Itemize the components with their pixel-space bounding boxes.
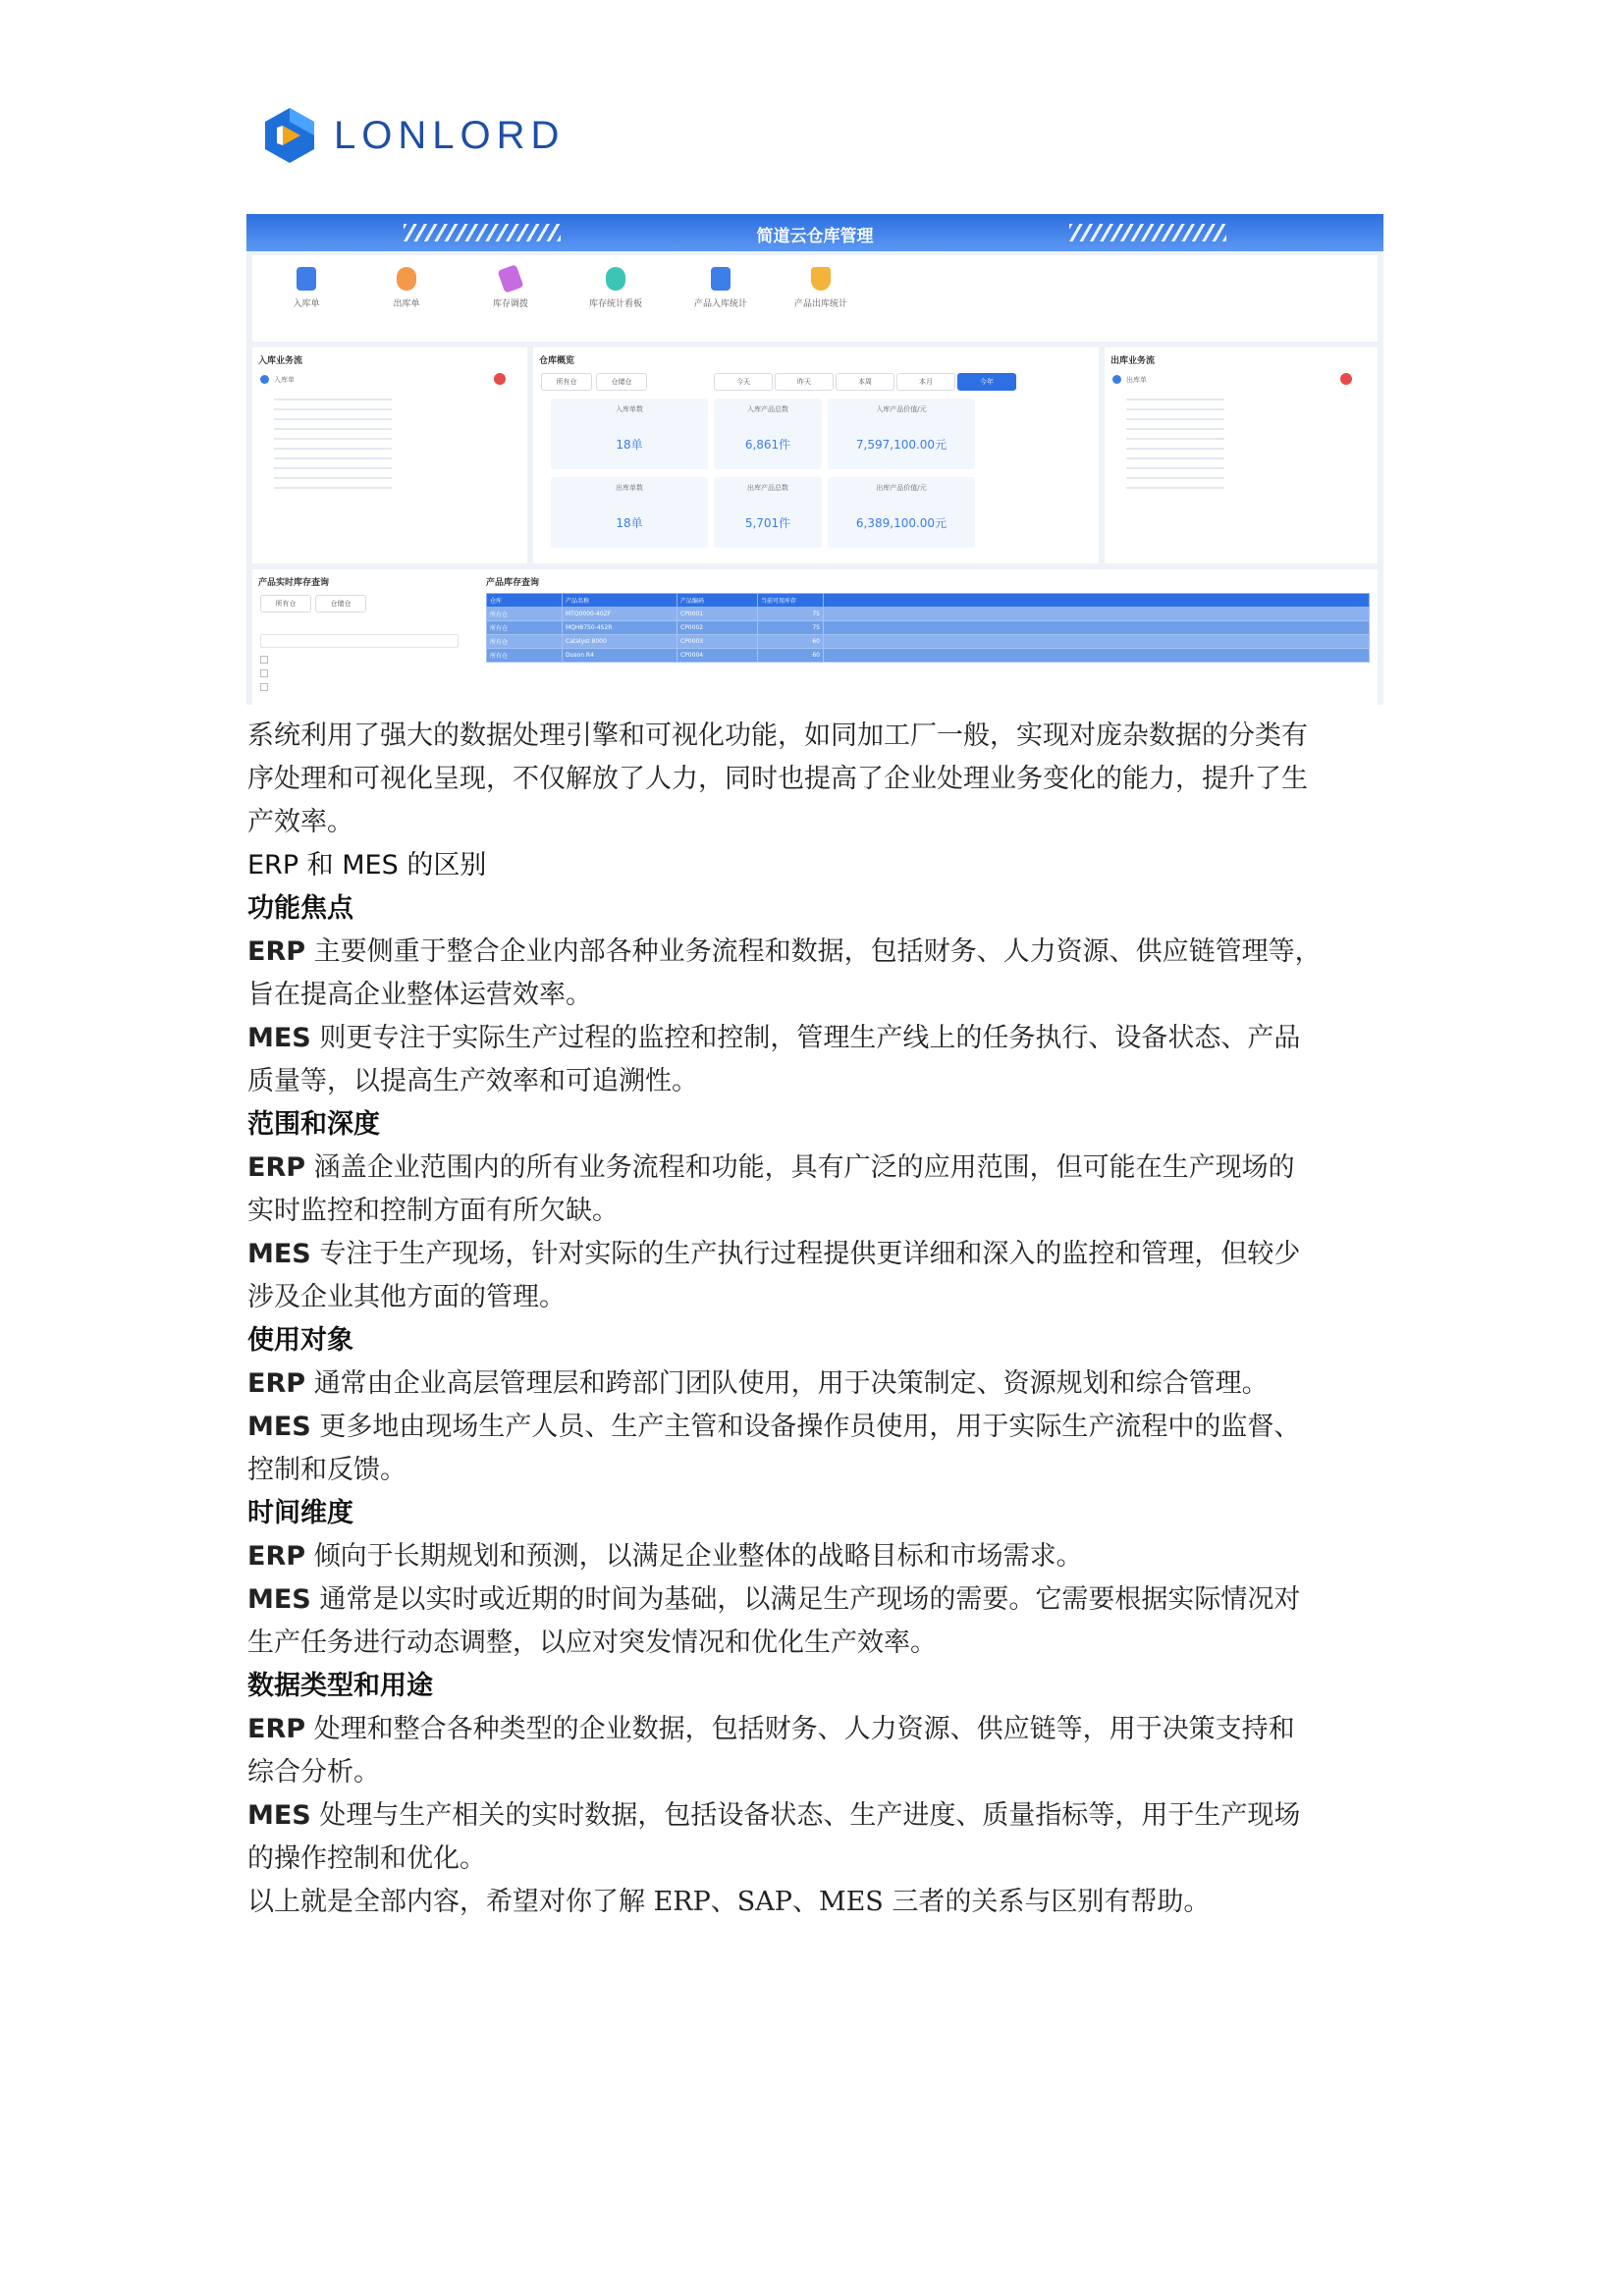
mes-data-line-2: 的操作控制和优化。 [247,1843,486,1874]
metric-value: 7,597,100.00元 [855,438,947,452]
table-cell: CP0001 [677,608,758,621]
table-cell: Catalyst 8000 [563,635,677,649]
stock-table [486,593,1370,663]
warehouse-app-screenshot [246,214,1383,705]
tab-this-week[interactable]: 本周 [836,373,894,391]
checkbox[interactable] [260,669,268,677]
table-cell: 所有仓 [487,635,563,649]
nav-item-inbound[interactable] [262,267,351,309]
heading-scope-depth: 范围和深度 [247,1109,380,1140]
table-cell-empty [824,649,1370,663]
mes-function-line-1 [247,1017,1386,1060]
lonlord-hexagon-icon [263,106,316,165]
line-text: 通常是以实时或近期的时间为基础，以满足生产现场的需要。它需要根据实际情况对 [319,1584,1301,1615]
tab-today[interactable]: 今天 [714,373,773,391]
line-text: 则更专注于实际生产过程的监控和控制，管理生产线上的任务执行、设备状态、产品 [319,1023,1301,1053]
mes-label: MES [247,1412,311,1442]
mes-label: MES [247,1584,311,1615]
panel-title: 产品库存查询 [486,578,540,588]
mes-label: MES [247,1800,311,1831]
dashboard-icon [606,267,625,291]
metric-value: 5,701件 [744,516,791,530]
line-text: 涵盖企业范围内的所有业务流程和功能，具有广泛的应用范围，但可能在生产现场的 [313,1152,1295,1183]
metric-card [551,477,708,548]
nav-item-label: 产品出库统计 [793,299,847,309]
metric-card [828,477,975,548]
outbound-record-list [1126,391,1224,497]
section-title: ERP 和 MES 的区别 [247,850,487,881]
table-cell: CP0002 [677,621,758,635]
table-cell: 所有仓 [487,621,563,635]
metric-value: 18单 [616,438,643,452]
mes-scope-line-2: 涉及企业其他方面的管理。 [247,1282,566,1312]
metric-label: 入库产品价值/元 [876,405,927,413]
logo-wordmark: LONLORD [334,113,566,157]
column-header[interactable]: 产品名称 [563,594,677,608]
metric-label: 入库单数 [616,405,643,413]
tab-storage-warehouse[interactable]: 仓储仓 [315,595,366,613]
heading-function-focus: 功能焦点 [247,893,353,924]
heading-time-dimension: 时间维度 [247,1498,353,1528]
table-cell: Duson R4 [563,649,677,663]
erp-users-line-1 [247,1362,1386,1406]
nav-item-label: 库存调拨 [492,299,528,309]
panel-title: 入库业务流 [258,356,303,366]
nav-item-label: 产品入库统计 [693,299,747,309]
mes-scope-line-1 [247,1233,1386,1276]
table-cell: 60 [758,635,824,649]
nav-item-label: 库存统计看板 [588,299,642,309]
panel-title: 仓库概览 [539,356,575,366]
panel-title: 产品实时库存查询 [258,578,330,588]
line-text: 处理与生产相关的实时数据，包括设备状态、生产进度、质量指标等，用于生产现场 [319,1800,1301,1831]
table-row[interactable] [487,621,1370,635]
metric-label: 出库产品总数 [747,484,788,492]
mes-users-line-1 [247,1406,1386,1449]
table-cell: 75 [758,621,824,635]
chart-icon [711,267,731,291]
table-cell-empty [824,621,1370,635]
table-cell-empty [824,635,1370,649]
metric-value: 6,389,100.00元 [855,516,947,530]
tab-this-month[interactable]: 本月 [896,373,955,391]
product-search-input[interactable] [260,634,459,648]
app-title: 简道云仓库管理 [756,227,874,246]
table-row[interactable] [487,608,1370,621]
flow-type-label: 入库单 [274,376,295,384]
radio-icon[interactable] [1112,375,1121,384]
alert-badge-icon [1340,373,1352,385]
app-header [246,214,1383,251]
line-text: 主要侧重于整合企业内部各种业务流程和数据，包括财务、人力资源、供应链管理等， [313,936,1322,967]
flow-type-label: 出库单 [1126,376,1147,384]
metric-card [714,399,822,469]
metric-label: 出库单数 [616,484,643,492]
erp-function-line-2: 旨在提高企业整体运营效率。 [247,980,592,1010]
table-header-row [487,594,1370,608]
metric-label: 入库产品总数 [747,405,788,413]
intro-line-1: 系统利用了强大的数据处理引擎和可视化功能，如同加工厂一般，实现对庞杂数据的分类有 [247,721,1308,751]
table-cell: 75 [758,608,824,621]
table-cell: MTQ0000-40ZF [563,608,677,621]
nav-item-outbound-stats[interactable] [777,267,865,309]
transfer-icon [497,264,523,293]
inbound-record-list [274,391,392,497]
nav-item-outbound[interactable] [362,267,451,309]
line-text: 更多地由现场生产人员、生产主管和设备操作员使用，用于实际生产流程中的监督、 [319,1412,1301,1442]
metric-label: 出库产品价值/元 [876,484,927,492]
tab-all-warehouses[interactable]: 所有仓 [260,595,311,613]
line-text: 专注于生产现场，针对实际的生产执行过程提供更详细和深入的监控和管理，但较少 [319,1239,1301,1269]
erp-data-line-1 [247,1708,1386,1751]
intro-line-3: 产效率。 [247,807,353,837]
erp-time-line-1 [247,1535,1386,1578]
warehouse-overview-panel [533,347,1099,563]
column-header-empty [824,594,1370,608]
radio-icon[interactable] [260,375,269,384]
erp-scope-line-2: 实时监控和控制方面有所欠缺。 [247,1196,619,1226]
table-cell: 所有仓 [487,649,563,663]
metric-card [714,477,822,548]
nav-item-transfer[interactable] [466,267,555,309]
table-cell: CP0004 [677,649,758,663]
alert-badge-icon [494,373,506,385]
mes-function-line-2: 质量等，以提高生产效率和可追溯性。 [247,1066,698,1096]
table-cell: 所有仓 [487,608,563,621]
checkbox[interactable] [260,656,268,664]
table-cell-empty [824,608,1370,621]
panel-title: 出库业务流 [1110,356,1156,366]
inbound-flow-panel [252,347,527,563]
erp-label: ERP [247,1368,306,1399]
line-text: 倾向于长期规划和预测，以满足企业整体的战略目标和市场需求。 [313,1541,1083,1572]
outbound-flow-panel [1105,347,1378,563]
table-cell: 60 [758,649,824,663]
column-header[interactable]: 当前可用库存 [758,594,824,608]
heading-data-types: 数据类型和用途 [247,1671,433,1701]
intro-line-2: 序处理和可视化呈现，不仅解放了人力，同时也提高了企业处理业务变化的能力，提升了生 [247,764,1308,794]
mes-time-line-2: 生产任务进行动态调整，以应对突发情况和优化生产效率。 [247,1628,937,1658]
erp-data-line-2: 综合分析。 [247,1757,380,1788]
tab-all-warehouses[interactable]: 所有仓 [541,373,592,391]
column-header[interactable]: 仓库 [487,594,563,608]
erp-function-line-1 [247,931,1386,974]
nav-item-label: 入库单 [293,299,320,309]
metric-card [551,399,708,469]
column-header[interactable]: 产品编码 [677,594,758,608]
metric-card [828,399,975,469]
heading-users: 使用对象 [247,1325,353,1356]
metric-value: 18单 [616,516,643,530]
erp-label: ERP [247,1714,306,1744]
closing-line: 以上就是全部内容，希望对你了解 ERP、SAP、MES 三者的关系与区别有帮助。 [247,1887,1211,1917]
stock-table-panel [480,569,1378,705]
nav-item-label: 出库单 [393,299,420,309]
mes-time-line-1 [247,1578,1386,1622]
erp-scope-line-1 [247,1147,1386,1190]
mes-label: MES [247,1239,311,1269]
erp-label: ERP [247,936,306,967]
mes-data-line-1 [247,1794,1386,1838]
erp-label: ERP [247,1541,306,1572]
line-text: 通常由企业高层管理层和跨部门团队使用，用于决策制定、资源规划和综合管理。 [313,1368,1269,1399]
line-text: 处理和整合各种类型的企业数据，包括财务、人力资源、供应链等，用于决策支持和 [313,1714,1295,1744]
document-icon [297,267,316,291]
company-logo [263,106,565,165]
nav-item-inbound-stats[interactable] [677,267,765,309]
table-row[interactable] [487,649,1370,663]
tab-this-year[interactable]: 今年 [957,373,1016,391]
nav-item-stock-dashboard[interactable] [571,267,660,309]
app-nav-bar [252,255,1378,342]
tab-yesterday[interactable]: 昨天 [775,373,834,391]
erp-label: ERP [247,1152,306,1183]
table-row[interactable] [487,635,1370,649]
mes-users-line-2: 控制和反馈。 [247,1455,406,1485]
shield-icon [811,267,831,291]
table-cell: CP0003 [677,635,758,649]
checkbox[interactable] [260,683,268,691]
tab-storage-warehouse[interactable]: 仓储仓 [596,373,647,391]
metric-value: 6,861件 [744,438,791,452]
box-icon [397,267,416,291]
table-cell: MQH8750-4S2R [563,621,677,635]
mes-label: MES [247,1023,311,1053]
stock-query-panel [252,569,484,705]
